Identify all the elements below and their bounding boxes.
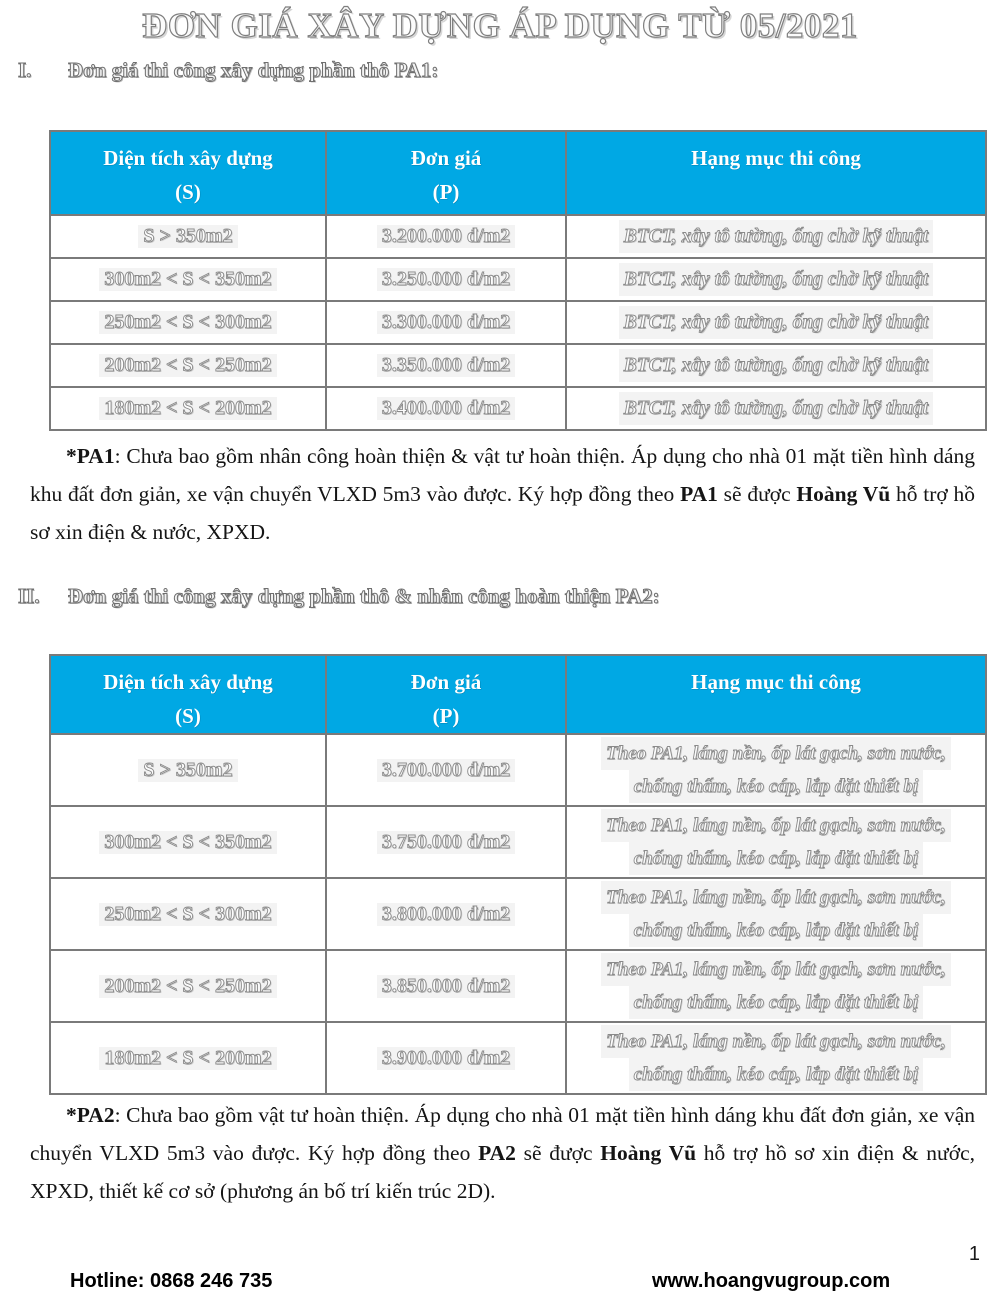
price-cell: 3.700.000 đ/m2 <box>326 734 566 806</box>
header-area-line2: (S) <box>175 180 201 204</box>
price-cell: 3.250.000 đ/m2 <box>326 258 566 301</box>
header-scope-label: Hạng mục thi công <box>691 146 861 170</box>
scope-cell: Theo PA1, láng nền, ốp lát gạch, sơn nước, chống thấm, kéo cáp, lắp đặt thiết bị <box>566 878 986 950</box>
area-cell: 250m2 < S < 300m2 <box>50 301 326 344</box>
scope-cell: BTCT, xây tô tường, ống chờ kỹ thuật <box>566 344 986 387</box>
footer-hotline: Hotline: 0868 246 735 <box>70 1270 273 1292</box>
note-pa2 <box>30 1096 975 1210</box>
scope-cell: BTCT, xây tô tường, ống chờ kỹ thuật <box>566 301 986 344</box>
note-bold-brand: Hoàng Vũ <box>796 482 891 506</box>
table1-header-price <box>326 131 566 215</box>
scope-cell: Theo PA1, láng nền, ốp lát gạch, sơn nước, chống thấm, kéo cáp, lắp đặt thiết bị <box>566 950 986 1022</box>
scope-cell: Theo PA1, láng nền, ốp lát gạch, sơn nước, chống thấm, kéo cáp, lắp đặt thiết bị <box>566 1022 986 1094</box>
area-cell: 250m2 < S < 300m2 <box>50 878 326 950</box>
header-price-line2: (P) <box>432 180 460 204</box>
price-cell: 3.900.000 đ/m2 <box>326 1022 566 1094</box>
price-cell: 3.850.000 đ/m2 <box>326 950 566 1022</box>
scope-cell: BTCT, xây tô tường, ống chờ kỹ thuật <box>566 258 986 301</box>
scope-cell: Theo PA1, láng nền, ốp lát gạch, sơn nước, chống thấm, kéo cáp, lắp đặt thiết bị <box>566 806 986 878</box>
table-row <box>50 387 986 430</box>
area-cell: 200m2 < S < 250m2 <box>50 344 326 387</box>
note-text: sẽ được <box>717 482 797 506</box>
area-cell: S > 350m2 <box>50 215 326 258</box>
note-pa1 <box>30 437 975 551</box>
price-cell: 3.800.000 đ/m2 <box>326 878 566 950</box>
table-row <box>50 215 986 258</box>
price-table-pa1 <box>49 130 987 431</box>
scope-cell: BTCT, xây tô tường, ống chờ kỹ thuật <box>566 215 986 258</box>
table2-header-price <box>326 655 566 734</box>
table-row <box>50 258 986 301</box>
price-cell: 3.350.000 đ/m2 <box>326 344 566 387</box>
section-2-title: Đơn giá thi công xây dựng phần thô & nhân công hoàn thiện PA2: <box>68 584 660 608</box>
area-cell: 300m2 < S < 350m2 <box>50 806 326 878</box>
table2-header-scope <box>566 655 986 734</box>
header-scope-label: Hạng mục thi công <box>691 670 861 694</box>
area-cell: 300m2 < S < 350m2 <box>50 258 326 301</box>
scope-cell: Theo PA1, láng nền, ốp lát gạch, sơn nước, chống thấm, kéo cáp, lắp đặt thiết bị <box>566 734 986 806</box>
area-cell: 200m2 < S < 250m2 <box>50 950 326 1022</box>
note-text: hỗ trợ hồ sơ xin điện & nước, XPXD. <box>30 482 975 544</box>
section-2-heading <box>18 584 982 609</box>
header-area-line1: Diện tích xây dựng <box>103 146 273 170</box>
table-row <box>50 301 986 344</box>
area-cell: 180m2 < S < 200m2 <box>50 1022 326 1094</box>
footer-website: www.hoangvugroup.com <box>652 1270 891 1292</box>
note-bold: PA2 <box>478 1141 516 1165</box>
scope-cell: BTCT, xây tô tường, ống chờ kỹ thuật <box>566 387 986 430</box>
section-1-title: Đơn giá thi công xây dựng phần thô PA1: <box>68 58 439 82</box>
note-text: hỗ trợ hồ sơ xin điện & nước, XPXD, thiết kế cơ sở (phương án bố trí kiến trúc 2D). <box>30 1141 976 1203</box>
section-1-heading <box>18 58 982 83</box>
price-cell: 3.750.000 đ/m2 <box>326 806 566 878</box>
table-row <box>50 806 986 878</box>
header-price-line2: (P) <box>432 704 460 728</box>
table-row <box>50 734 986 806</box>
area-cell: 180m2 < S < 200m2 <box>50 387 326 430</box>
table1-header-row <box>50 131 986 215</box>
footer <box>0 1270 1000 1296</box>
price-table-pa2 <box>49 654 987 1095</box>
header-area-line1: Diện tích xây dựng <box>103 670 273 694</box>
table-row <box>50 344 986 387</box>
table2-header-row <box>50 655 986 734</box>
note-text: : Chưa bao gồm nhân công hoàn thiện & vật tư hoàn thiện. Áp dụng cho nhà 01 mặt tiền hình dáng khu đất đơn giản, xe vận chuyển VLXD 5m3 vào được. Ký hợp đồng theo <box>30 444 975 506</box>
header-price-line1: Đơn giá <box>410 670 482 694</box>
note-text: : Chưa bao gồm vật tư hoàn thiện. Áp dụng cho nhà 01 mặt tiền hình dáng khu đất đơn giản, xe vận chuyển VLXD 5m3 vào được. Ký hợp đồng theo <box>30 1103 975 1165</box>
note-bold-brand: Hoàng Vũ <box>600 1141 697 1165</box>
table2-header-area <box>50 655 326 734</box>
table1-header-scope <box>566 131 986 215</box>
note-bold: PA1 <box>680 482 718 506</box>
section-2-numeral: II. <box>18 584 40 608</box>
area-cell: S > 350m2 <box>50 734 326 806</box>
page-number: 1 <box>968 1243 980 1265</box>
section-1-numeral: I. <box>18 58 32 82</box>
note-pa1-label: *PA1 <box>66 444 115 468</box>
table1-header-area <box>50 131 326 215</box>
table-row <box>50 878 986 950</box>
header-area-line2: (S) <box>175 704 201 728</box>
page-title: ĐƠN GIÁ XÂY DỰNG ÁP DỤNG TỪ 05/2021 <box>142 6 858 45</box>
note-text: sẽ được <box>515 1141 601 1165</box>
table-row <box>50 950 986 1022</box>
header-price-line1: Đơn giá <box>410 146 482 170</box>
price-cell: 3.200.000 đ/m2 <box>326 215 566 258</box>
price-cell: 3.300.000 đ/m2 <box>326 301 566 344</box>
price-cell: 3.400.000 đ/m2 <box>326 387 566 430</box>
note-pa2-label: *PA2 <box>66 1103 115 1127</box>
table-row <box>50 1022 986 1094</box>
